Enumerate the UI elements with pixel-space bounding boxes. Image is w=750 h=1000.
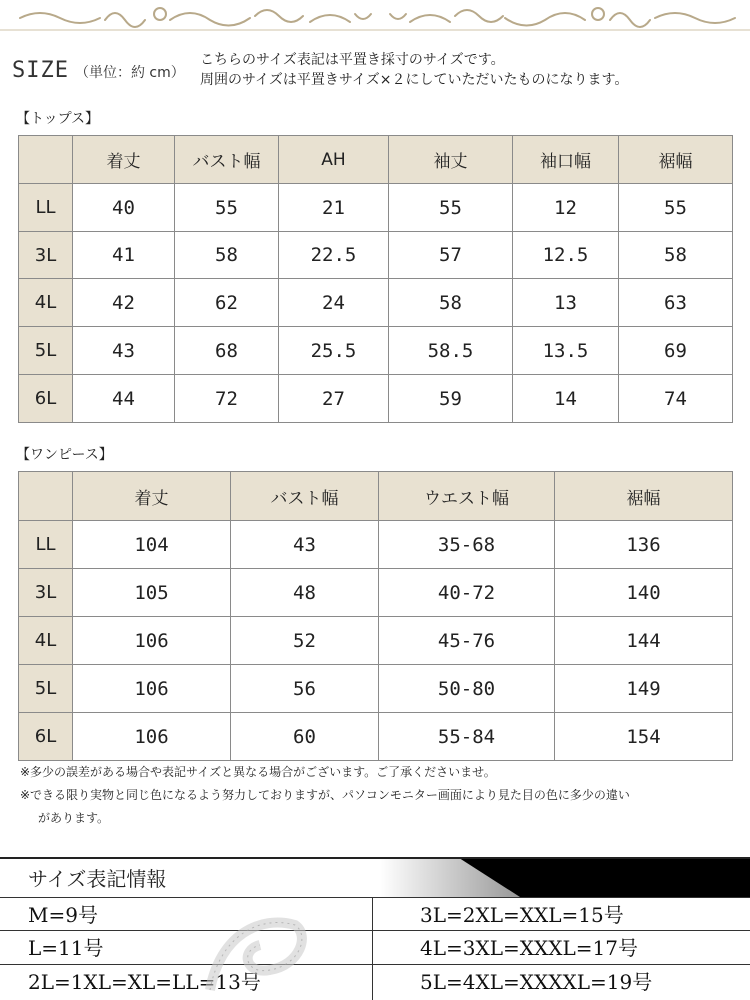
row-size: 6L: [19, 713, 73, 761]
table-cell: 62: [175, 279, 279, 327]
table-cell: 42: [73, 279, 175, 327]
note-line: ※できる限り実物と同じ色になるよう努力しておりますが、パソコンモニター画面により見た目の色に多少の違い: [20, 788, 630, 802]
table-cell: 57: [389, 232, 513, 279]
row-size: 3L: [19, 569, 73, 617]
size-heading: [12, 58, 185, 83]
table-corner: [19, 472, 73, 521]
size-description-line: こちらのサイズ表記は平置き採寸のサイズです。: [200, 52, 505, 68]
table-cell: 72: [175, 375, 279, 423]
table-cell: 105: [73, 569, 231, 617]
row-size: 3L: [19, 232, 73, 279]
table-row: [19, 232, 733, 279]
row-size: LL: [19, 521, 73, 569]
table-cell: 74: [619, 375, 733, 423]
tops-header-row: [19, 136, 733, 184]
table-cell: 55: [175, 184, 279, 232]
table-cell: 106: [73, 665, 231, 713]
column-header: 着丈: [73, 472, 231, 521]
size-word: SIZE: [12, 58, 69, 83]
table-cell: 43: [73, 327, 175, 375]
table-row: [19, 617, 733, 665]
table-cell: 40-72: [379, 569, 555, 617]
table-row: [19, 327, 733, 375]
row-size: 4L: [19, 279, 73, 327]
table-cell: 140: [555, 569, 733, 617]
table-row: [19, 521, 733, 569]
onepiece-table: [18, 471, 733, 761]
info-cell: L=11号: [28, 936, 104, 960]
table-cell: 12: [513, 184, 619, 232]
notes: [20, 761, 630, 830]
note-line: があります。: [38, 811, 110, 825]
table-cell: 144: [555, 617, 733, 665]
measuring-tape-icon: [200, 895, 310, 1000]
column-header: バスト幅: [231, 472, 379, 521]
table-cell: 58: [175, 232, 279, 279]
table-cell: 106: [73, 713, 231, 761]
table-cell: 69: [619, 327, 733, 375]
column-header: 袖丈: [389, 136, 513, 184]
scroll-ornament: [0, 0, 750, 36]
table-cell: 50-80: [379, 665, 555, 713]
table-cell: 55: [619, 184, 733, 232]
table-cell: 22.5: [279, 232, 389, 279]
tops-table: [18, 135, 733, 423]
table-row: [19, 569, 733, 617]
column-header: 袖口幅: [513, 136, 619, 184]
table-cell: 14: [513, 375, 619, 423]
note-line: ※多少の誤差がある場合や表記サイズと異なる場合がございます。ご了承くださいませ。: [20, 765, 496, 779]
table-cell: 58.5: [389, 327, 513, 375]
table-cell: 25.5: [279, 327, 389, 375]
size-info-title: サイズ表記情報: [28, 867, 167, 891]
table-corner: [19, 136, 73, 184]
table-cell: 149: [555, 665, 733, 713]
column-header: バスト幅: [175, 136, 279, 184]
table-cell: 106: [73, 617, 231, 665]
table-cell: 44: [73, 375, 175, 423]
row-size: LL: [19, 184, 73, 232]
column-header: 着丈: [73, 136, 175, 184]
column-header: 裾幅: [619, 136, 733, 184]
table-cell: 52: [231, 617, 379, 665]
table-cell: 60: [231, 713, 379, 761]
table-row: [19, 279, 733, 327]
info-cell: 2L=1XL=XL=LL=13号: [28, 970, 261, 994]
info-cell: 5L=4XL=XXXXL=19号: [420, 970, 653, 994]
table-cell: 55-84: [379, 713, 555, 761]
table-cell: 13: [513, 279, 619, 327]
table-row: [19, 713, 733, 761]
row-size: 5L: [19, 665, 73, 713]
divider: [0, 857, 750, 859]
table-cell: 27: [279, 375, 389, 423]
table-cell: 63: [619, 279, 733, 327]
onepiece-label: 【ワンピース】: [16, 447, 113, 463]
table-cell: 48: [231, 569, 379, 617]
info-cell: 4L=3XL=XXXL=17号: [420, 936, 638, 960]
table-cell: 43: [231, 521, 379, 569]
divider: [372, 897, 373, 1000]
table-cell: 41: [73, 232, 175, 279]
column-header: ウエスト幅: [379, 472, 555, 521]
table-cell: 59: [389, 375, 513, 423]
table-cell: 136: [555, 521, 733, 569]
info-cell: 3L=2XL=XXL=15号: [420, 903, 624, 927]
table-cell: 13.5: [513, 327, 619, 375]
size-description-line: 周囲のサイズは平置きサイズ×２にしていただいたものになります。: [200, 72, 629, 88]
size-description: [200, 50, 628, 90]
table-cell: 56: [231, 665, 379, 713]
table-cell: 55: [389, 184, 513, 232]
table-cell: 104: [73, 521, 231, 569]
table-cell: 45-76: [379, 617, 555, 665]
table-row: [19, 375, 733, 423]
table-cell: 154: [555, 713, 733, 761]
table-cell: 35-68: [379, 521, 555, 569]
table-cell: 40: [73, 184, 175, 232]
info-cell: M=9号: [28, 903, 98, 927]
table-cell: 12.5: [513, 232, 619, 279]
info-row: [0, 931, 750, 965]
info-row: [0, 897, 750, 931]
table-cell: 21: [279, 184, 389, 232]
table-cell: 58: [389, 279, 513, 327]
table-cell: 68: [175, 327, 279, 375]
size-unit: （単位：約 cm）: [74, 65, 185, 81]
table-cell: 24: [279, 279, 389, 327]
table-cell: 58: [619, 232, 733, 279]
row-size: 4L: [19, 617, 73, 665]
table-row: [19, 184, 733, 232]
onepiece-header-row: [19, 472, 733, 521]
row-size: 5L: [19, 327, 73, 375]
column-header: AH: [279, 136, 389, 184]
table-row: [19, 665, 733, 713]
row-size: 6L: [19, 375, 73, 423]
info-row: [0, 965, 750, 999]
tops-label: 【トップス】: [16, 111, 100, 127]
size-info-grid: [0, 897, 750, 1000]
column-header: 裾幅: [555, 472, 733, 521]
